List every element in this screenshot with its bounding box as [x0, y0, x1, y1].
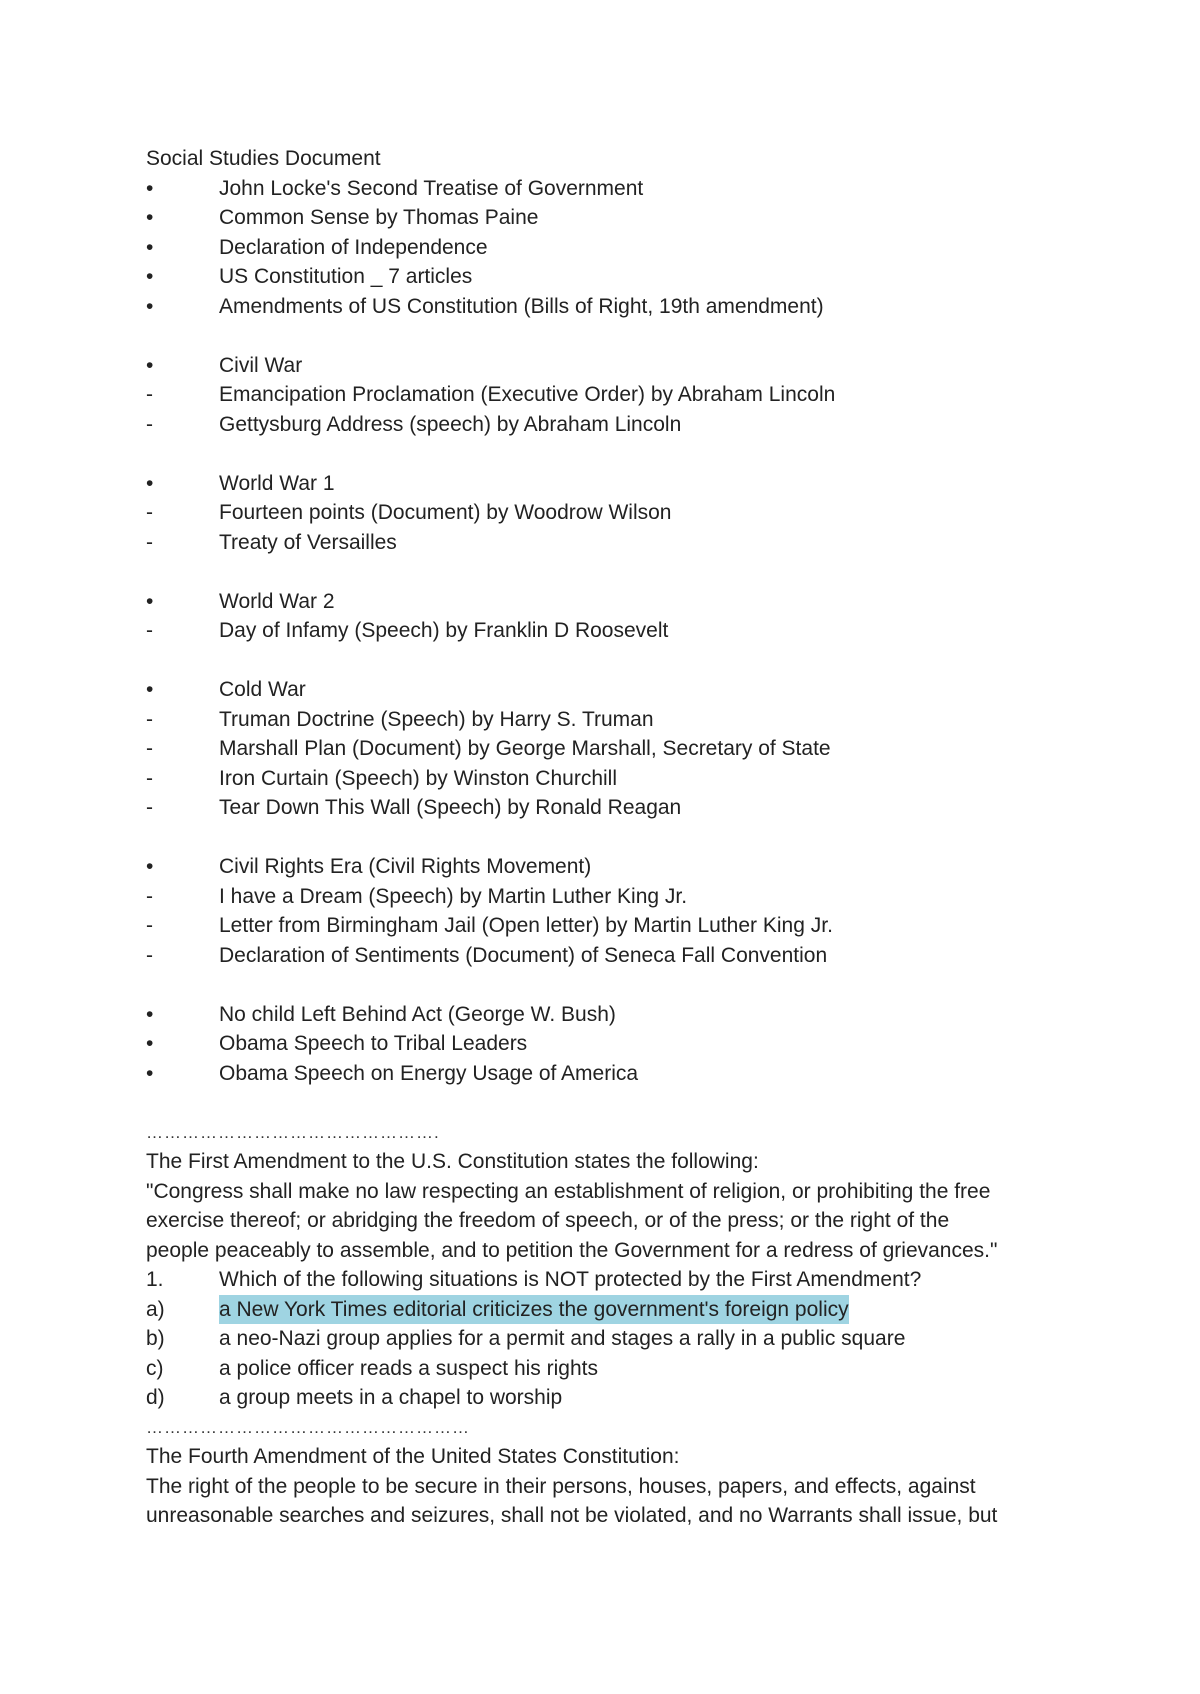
sub-item	[146, 793, 1066, 823]
answer-option	[146, 1324, 1066, 1354]
sub-item	[146, 616, 1066, 646]
sub-item	[146, 941, 1066, 971]
sub-item	[146, 911, 1066, 941]
list-item-text: Declaration of Independence	[219, 235, 488, 259]
spacer	[146, 646, 1066, 676]
answer-option	[146, 1354, 1066, 1384]
dash-marker: -	[146, 884, 153, 908]
spacer	[146, 439, 1066, 469]
separator-dots: ………………………………………….	[146, 1122, 440, 1142]
sub-item-text: Truman Doctrine (Speech) by Harry S. Truman	[219, 707, 654, 731]
sub-item-text: Gettysburg Address (speech) by Abraham Lincoln	[219, 412, 682, 436]
dash-marker: -	[146, 619, 153, 642]
dash-marker: -	[146, 383, 153, 406]
list-item-text: Obama Speech to Tribal Leaders	[219, 1032, 528, 1055]
dash-marker: -	[146, 501, 153, 524]
sub-item-text: Iron Curtain (Speech) by Winston Churchill	[219, 766, 617, 790]
dash-marker: -	[146, 766, 153, 790]
sub-item-text: Emancipation Proclamation (Executive Order) by Abraham Lincoln	[219, 383, 836, 406]
dash-marker: -	[146, 796, 153, 819]
fourth-amendment-text-line: unreasonable searches and seizures, shall not be violated, and no Warrants shall issue, but	[146, 1504, 998, 1527]
spacer	[146, 823, 1066, 853]
dash-marker: -	[146, 707, 153, 731]
list-item-text: US Constitution _ 7 articles	[219, 265, 473, 288]
answer-option	[146, 1295, 1066, 1325]
dash-marker: -	[146, 943, 153, 967]
group-heading-text: Civil Rights Era (Civil Rights Movement)	[219, 855, 592, 878]
fourth-amendment-text-line: The right of the people to be secure in their persons, houses, papers, and effects, against	[146, 1474, 976, 1498]
sub-item-text: Declaration of Sentiments (Document) of Seneca Fall Convention	[219, 943, 828, 967]
bullet-marker: •	[146, 265, 154, 288]
dash-marker: -	[146, 737, 153, 760]
sub-item	[146, 380, 1066, 410]
list-item-text: No child Left Behind Act (George W. Bush)	[219, 1002, 616, 1026]
list-item	[146, 174, 1066, 204]
bullet-marker: •	[146, 1061, 154, 1085]
question-number: 1.	[146, 1268, 164, 1291]
option-text: a police officer reads a suspect his rights	[219, 1356, 598, 1380]
sub-item	[146, 528, 1066, 558]
amendment-quote-line: "Congress shall make no law respecting an establishment of religion, or prohibiting the free	[146, 1179, 991, 1203]
spacer	[146, 1088, 1066, 1118]
dash-marker: -	[146, 530, 153, 554]
spacer	[146, 321, 1066, 351]
answer-option	[146, 1383, 1066, 1413]
sub-item-text: Fourteen points (Document) by Woodrow Wilson	[219, 501, 672, 524]
option-text: a neo-Nazi group applies for a permit and stages a rally in a public square	[219, 1327, 906, 1350]
document-title-text: Social Studies Document	[146, 147, 381, 170]
bullet-marker: •	[146, 235, 154, 259]
list-item-text: Common Sense by Thomas Paine	[219, 206, 539, 229]
first-amendment-intro: The First Amendment to the U.S. Constitution states the following:	[146, 1150, 759, 1173]
list-item	[146, 1029, 1066, 1059]
bullet-marker: •	[146, 855, 154, 878]
sub-item	[146, 764, 1066, 794]
sub-item	[146, 734, 1066, 764]
fourth-amendment-heading: The Fourth Amendment of the United States Constitution:	[146, 1445, 680, 1468]
sub-item	[146, 705, 1066, 735]
group-heading	[146, 469, 1066, 499]
group-heading-text: Cold War	[219, 678, 306, 701]
sub-item-text: Letter from Birmingham Jail (Open letter) by Martin Luther King Jr.	[219, 914, 833, 937]
option-letter: c)	[146, 1356, 164, 1380]
question-text: Which of the following situations is NOT protected by the First Amendment?	[219, 1268, 922, 1291]
sub-item	[146, 882, 1066, 912]
list-item-text: Obama Speech on Energy Usage of America	[219, 1061, 639, 1085]
document-title	[146, 144, 1066, 174]
separator-dots: ………………………………………………	[146, 1417, 470, 1437]
dash-marker: -	[146, 914, 153, 937]
sub-item-text: I have a Dream (Speech) by Martin Luther King Jr.	[219, 884, 688, 908]
bullet-marker: •	[146, 471, 154, 495]
spacer	[146, 970, 1066, 1000]
bullet-marker: •	[146, 294, 154, 318]
group-heading-text: Civil War	[219, 353, 303, 377]
sub-item-text: Tear Down This Wall (Speech) by Ronald Reagan	[219, 796, 682, 819]
group-heading	[146, 587, 1066, 617]
list-item	[146, 292, 1066, 322]
list-item	[146, 1000, 1066, 1030]
list-item	[146, 203, 1066, 233]
highlighted-option-text: a New York Times editorial criticizes the government's foreign policy	[219, 1295, 849, 1325]
bullet-marker: •	[146, 206, 154, 229]
dash-marker: -	[146, 412, 153, 436]
sub-item-text: Day of Infamy (Speech) by Franklin D Roosevelt	[219, 619, 669, 642]
bullet-marker: •	[146, 1002, 154, 1026]
group-heading-text: World War 1	[219, 471, 335, 495]
option-text: a group meets in a chapel to worship	[219, 1386, 563, 1409]
list-item-text: Amendments of US Constitution (Bills of Right, 19th amendment)	[219, 294, 824, 318]
sub-item	[146, 498, 1066, 528]
group-heading	[146, 675, 1066, 705]
sub-item-text: Marshall Plan (Document) by George Marshall, Secretary of State	[219, 737, 831, 760]
bullet-marker: •	[146, 678, 154, 701]
bullet-marker: •	[146, 353, 154, 377]
bullet-marker: •	[146, 176, 154, 200]
bullet-marker: •	[146, 589, 154, 613]
list-item	[146, 262, 1066, 292]
bullet-marker: •	[146, 1032, 154, 1055]
sub-item	[146, 410, 1066, 440]
list-item-text: John Locke's Second Treatise of Government	[219, 176, 644, 200]
amendment-quote-line: people peaceably to assemble, and to petition the Government for a redress of grievances."	[146, 1238, 998, 1262]
list-item	[146, 1059, 1066, 1089]
question	[146, 1265, 1066, 1295]
sub-item-text: Treaty of Versailles	[219, 530, 397, 554]
list-item	[146, 233, 1066, 263]
option-letter: b)	[146, 1327, 165, 1350]
group-heading	[146, 852, 1066, 882]
group-heading	[146, 351, 1066, 381]
option-letter: a)	[146, 1297, 165, 1321]
group-heading-text: World War 2	[219, 589, 335, 613]
amendment-quote-line: exercise thereof; or abridging the freedom of speech, or of the press; or the right of the	[146, 1209, 950, 1232]
option-letter: d)	[146, 1386, 165, 1409]
document-page	[146, 144, 1066, 1531]
spacer	[146, 557, 1066, 587]
